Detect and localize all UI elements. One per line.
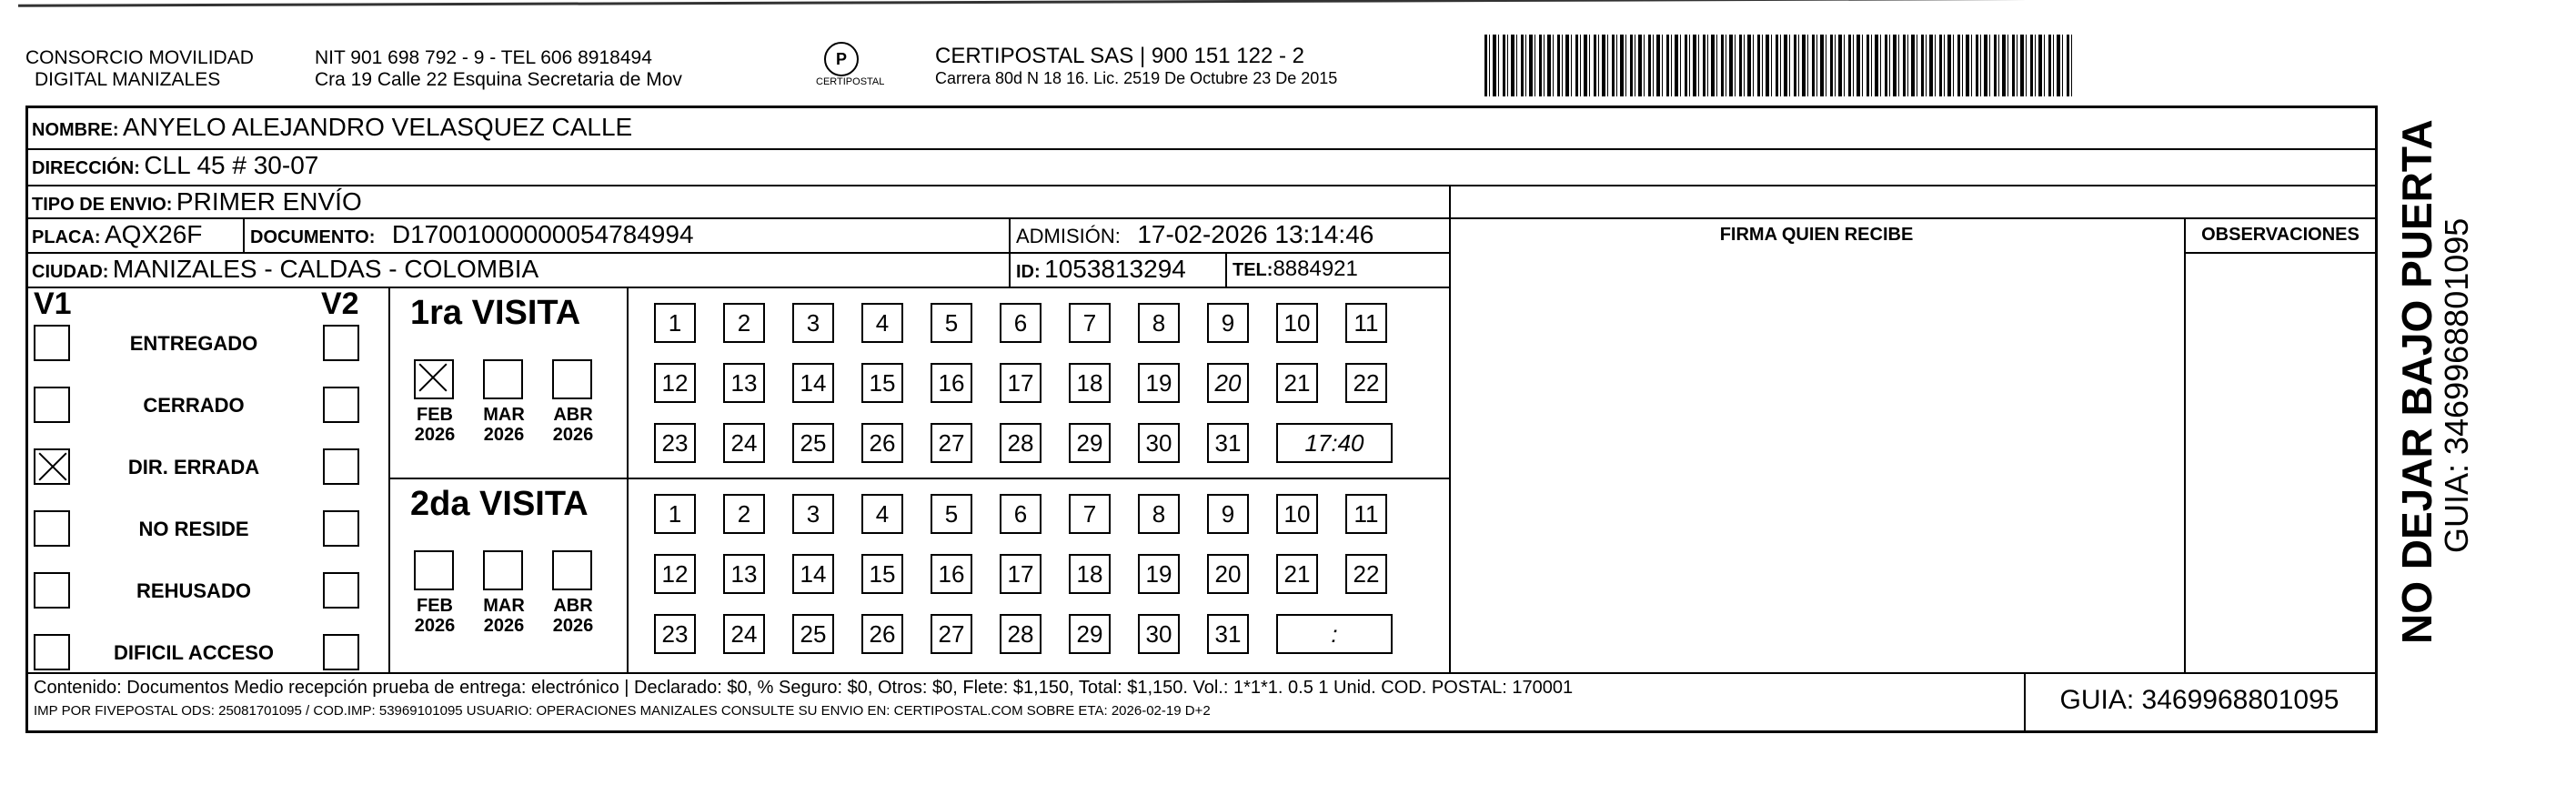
rule: [2184, 217, 2186, 672]
day-box[interactable]: 5: [931, 303, 972, 343]
placa-cell: PLACA: AQX26F: [32, 220, 203, 248]
day-box[interactable]: 3: [792, 494, 834, 534]
day-box[interactable]: 20: [1207, 554, 1249, 594]
day-box[interactable]: 31: [1207, 423, 1249, 463]
company-line-1: CONSORCIO MOVILIDAD: [25, 47, 254, 68]
month-checkbox[interactable]: [483, 359, 523, 399]
admission-datetime: 17-02-2026 13:14:46: [1137, 220, 1374, 248]
month-checkbox[interactable]: [483, 550, 523, 590]
day-box[interactable]: 5: [931, 494, 972, 534]
footer-guia: GUIA: 3469968801095: [2059, 685, 2340, 715]
day-box[interactable]: 6: [1000, 494, 1041, 534]
month-checkbox[interactable]: [552, 550, 592, 590]
day-box[interactable]: 24: [723, 423, 765, 463]
day-box[interactable]: 14: [792, 363, 834, 403]
footer-content: Contenido: Documentos Medio recepción prueba de entrega: electrónico | Declarado: $0, % Seguro: $0, Otros: $0, Flete: $1,150, Total: $1,150. Vol.: 1*1*1. 0.5 1 Unid. COD. POSTAL: 170001: [34, 678, 1574, 698]
status-option-label: NO RESIDE: [138, 518, 249, 540]
tel-cell: TEL:8884921: [1233, 257, 1358, 281]
day-box[interactable]: 16: [931, 554, 972, 594]
v2-checkbox[interactable]: [323, 325, 359, 361]
day-box[interactable]: 2: [723, 303, 765, 343]
courier-address: Carrera 80d N 18 16. Lic. 2519 De Octubre 23 De 2015: [935, 69, 1338, 87]
day-box[interactable]: 30: [1138, 423, 1180, 463]
day-box[interactable]: 7: [1069, 303, 1111, 343]
day-box[interactable]: 7: [1069, 494, 1111, 534]
day-box[interactable]: 15: [861, 554, 903, 594]
day-box[interactable]: 30: [1138, 614, 1180, 654]
logo-text: CERTIPOSTAL: [816, 76, 885, 87]
ciudad-cell: CIUDAD: MANIZALES - CALDAS - COLOMBIA: [32, 255, 539, 283]
status-option-label: DIR. ERRADA: [127, 456, 260, 478]
recipient-address: CLL 45 # 30-07: [144, 151, 319, 179]
day-box[interactable]: 23: [654, 614, 696, 654]
day-box[interactable]: 10: [1276, 303, 1318, 343]
shipment-type: PRIMER ENVÍO: [176, 187, 362, 216]
v1-checkbox[interactable]: [34, 448, 70, 485]
day-box[interactable]: 21: [1276, 363, 1318, 403]
day-box[interactable]: 12: [654, 554, 696, 594]
document-number: D17001000000054784994: [391, 220, 694, 248]
day-box[interactable]: 23: [654, 423, 696, 463]
v1-checkbox[interactable]: [34, 572, 70, 609]
side-warning: NO DEJAR BAJO PUERTA: [2393, 119, 2440, 644]
time-box[interactable]: :: [1276, 614, 1393, 654]
admision-cell: ADMISIÓN: 17-02-2026 13:14:46: [1016, 220, 1374, 248]
v2-checkbox[interactable]: [323, 387, 359, 423]
day-box[interactable]: 17: [1000, 363, 1041, 403]
day-box[interactable]: 24: [723, 614, 765, 654]
direccion-row: DIRECCIÓN: CLL 45 # 30-07: [32, 151, 319, 179]
day-box[interactable]: 21: [1276, 554, 1318, 594]
v1-checkbox[interactable]: [34, 387, 70, 423]
day-box[interactable]: 4: [861, 494, 903, 534]
month-label: MAR 2026: [483, 596, 525, 636]
rule: [28, 148, 2375, 150]
v2-checkbox[interactable]: [323, 572, 359, 609]
visit1-title: 1ra VISITA: [410, 294, 581, 332]
v2-label: V2: [321, 287, 359, 321]
firma-header: FIRMA QUIEN RECIBE: [1719, 225, 1914, 245]
rule: [1225, 252, 1227, 287]
month-label: FEB 2026: [414, 596, 456, 636]
nombre-row: NOMBRE: ANYELO ALEJANDRO VELASQUEZ CALLE: [32, 113, 633, 141]
courier-info: [935, 45, 1337, 89]
day-box[interactable]: 19: [1138, 363, 1180, 403]
day-box[interactable]: 11: [1345, 303, 1387, 343]
month-checkbox[interactable]: [414, 550, 454, 590]
v1-checkbox[interactable]: [34, 510, 70, 547]
v1-label: V1: [34, 287, 72, 321]
rule: [388, 287, 390, 672]
status-option-label: REHUSADO: [136, 579, 251, 602]
barcode: [1484, 35, 2074, 96]
day-box[interactable]: 2: [723, 494, 765, 534]
side-guia: GUIA: 3469968801095: [2438, 217, 2475, 553]
day-box[interactable]: 16: [931, 363, 972, 403]
delivery-form: [25, 106, 2378, 733]
documento-cell: DOCUMENTO: D17001000000054784994: [250, 220, 694, 248]
company-contact: [315, 47, 682, 91]
observaciones-header: OBSERVACIONES: [2201, 225, 2360, 245]
rule: [243, 217, 245, 252]
day-box[interactable]: 18: [1069, 363, 1111, 403]
day-box[interactable]: 13: [723, 554, 765, 594]
id-number: 1053813294: [1044, 255, 1186, 283]
day-box[interactable]: 1: [654, 494, 696, 534]
day-box[interactable]: 25: [792, 614, 834, 654]
rule: [1009, 217, 1011, 287]
certipostal-logo: [816, 42, 885, 91]
day-box[interactable]: 22: [1345, 363, 1387, 403]
day-box[interactable]: 26: [861, 423, 903, 463]
rule: [1449, 185, 1451, 672]
rule: [388, 478, 1449, 479]
day-box[interactable]: 18: [1069, 554, 1111, 594]
logo-icon: P: [824, 42, 859, 76]
day-box[interactable]: 29: [1069, 423, 1111, 463]
month-label: ABR 2026: [552, 405, 594, 445]
plate-number: AQX26F: [105, 220, 203, 248]
city: MANIZALES - CALDAS - COLOMBIA: [112, 255, 539, 283]
day-box[interactable]: 22: [1345, 554, 1387, 594]
observations-area[interactable]: [2189, 254, 2371, 669]
month-label: ABR 2026: [552, 596, 594, 636]
time-box[interactable]: 17:40: [1276, 423, 1393, 463]
day-box[interactable]: 28: [1000, 614, 1041, 654]
company-name: [25, 47, 254, 91]
day-box[interactable]: 3: [792, 303, 834, 343]
company-line-2: DIGITAL MANIZALES: [35, 69, 221, 90]
day-box[interactable]: 4: [861, 303, 903, 343]
month-label: FEB 2026: [414, 405, 456, 445]
day-box[interactable]: 19: [1138, 554, 1180, 594]
day-box[interactable]: 9: [1207, 494, 1249, 534]
day-box[interactable]: 27: [931, 614, 972, 654]
day-box[interactable]: 29: [1069, 614, 1111, 654]
tipo-row: TIPO DE ENVIO: PRIMER ENVÍO: [32, 187, 362, 216]
day-box[interactable]: 26: [861, 614, 903, 654]
month-checkbox[interactable]: [414, 359, 454, 399]
footer-print-info: IMP POR FIVEPOSTAL ODS: 25081701095 / COD.IMP: 53969101095 USUARIO: OPERACIONES MANIZALES CONSULTE SU ENVIO EN: CERTIPOSTAL.COM SOBRE ETA: 2026-02-19 D+2: [34, 703, 1211, 719]
day-box[interactable]: 12: [654, 363, 696, 403]
day-box[interactable]: 8: [1138, 303, 1180, 343]
v2-checkbox[interactable]: [323, 510, 359, 547]
v1-checkbox[interactable]: [34, 634, 70, 670]
day-box[interactable]: 17: [1000, 554, 1041, 594]
month-label: MAR 2026: [483, 405, 525, 445]
recipient-name: ANYELO ALEJANDRO VELASQUEZ CALLE: [123, 113, 633, 141]
day-box[interactable]: 6: [1000, 303, 1041, 343]
day-box[interactable]: 10: [1276, 494, 1318, 534]
rule: [627, 287, 629, 672]
day-box[interactable]: 8: [1138, 494, 1180, 534]
day-box[interactable]: 11: [1345, 494, 1387, 534]
courier-line: CERTIPOSTAL SAS | 900 151 122 - 2: [935, 44, 1304, 68]
day-box[interactable]: 20: [1207, 363, 1249, 403]
rule: [28, 217, 2375, 219]
id-cell: ID: 1053813294: [1016, 255, 1186, 283]
month-checkbox[interactable]: [552, 359, 592, 399]
top-edge-line: [18, 0, 2474, 15]
day-box[interactable]: 1: [654, 303, 696, 343]
day-box[interactable]: 31: [1207, 614, 1249, 654]
v2-checkbox[interactable]: [323, 634, 359, 670]
status-option-label: DIFICIL ACCESO: [113, 641, 274, 664]
day-box[interactable]: 15: [861, 363, 903, 403]
rule: [28, 185, 2375, 186]
tel-number: 8884921: [1273, 257, 1358, 281]
address-line: Cra 19 Calle 22 Esquina Secretaria de Mov: [315, 69, 682, 90]
day-box[interactable]: 14: [792, 554, 834, 594]
day-box[interactable]: 28: [1000, 423, 1041, 463]
v2-checkbox[interactable]: [323, 448, 359, 485]
day-box[interactable]: 27: [931, 423, 972, 463]
nit-line: NIT 901 698 792 - 9 - TEL 606 8918494: [315, 47, 652, 68]
v1-checkbox[interactable]: [34, 325, 70, 361]
signature-area[interactable]: [1454, 254, 2180, 669]
day-box[interactable]: 9: [1207, 303, 1249, 343]
day-box[interactable]: 25: [792, 423, 834, 463]
rule: [28, 672, 2375, 674]
day-box[interactable]: 13: [723, 363, 765, 403]
status-option-label: ENTREGADO: [129, 332, 258, 355]
status-option-label: CERRADO: [143, 394, 245, 417]
visit2-title: 2da VISITA: [410, 485, 589, 523]
